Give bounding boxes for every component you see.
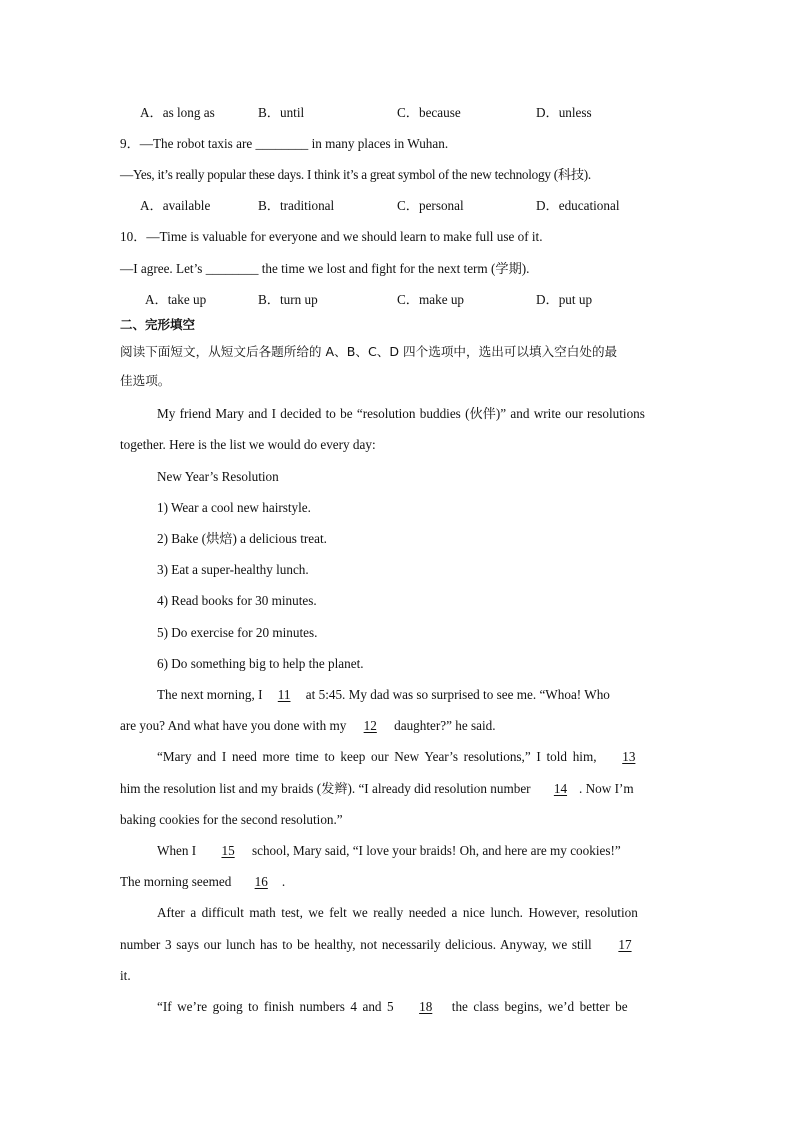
passage-p2-line-1 <box>157 686 717 704</box>
passage-p1-line-2: together. Here is the list we would do every day: <box>120 437 376 452</box>
q8-option-b: B．until <box>258 105 305 120</box>
passage-p4-line-1 <box>157 842 717 860</box>
q10-blank: ________ <box>205 261 259 276</box>
resolution-item: 5) Do exercise for 20 minutes. <box>157 625 318 640</box>
q10-line-1: 10．—Time is valuable for everyone and we should learn to make full use of it. <box>120 229 543 244</box>
passage-text: When I <box>157 843 197 858</box>
passage-text: the class begins, we’d better be <box>451 999 628 1014</box>
section-instruction-1: 阅读下面短文，从短文后各题所给的 A、B、C、D 四个选项中，选出可以填入空白处的最 <box>120 344 618 359</box>
resolution-item: 4) Read books for 30 minutes. <box>157 593 317 608</box>
blank-11: 11 <box>277 687 291 702</box>
passage-text: are you? And what have you done with my <box>120 718 347 733</box>
passage-text: him the resolution list and my braids (发辫). “I already did resolution number <box>120 781 531 796</box>
passage-text: daughter?” he said. <box>394 718 496 733</box>
passage-text: “Mary and I need more time to keep our New Year’s resolutions,” I told him, <box>157 749 597 764</box>
q10-option-b: B．turn up <box>258 292 318 307</box>
blank-12: 12 <box>363 718 377 733</box>
q10-option-d: D．put up <box>536 292 593 307</box>
resolution-item: 1) Wear a cool new hairstyle. <box>157 500 311 515</box>
q8-option-c: C．because <box>397 105 461 120</box>
passage-text: “If we’re going to finish numbers 4 and 5 <box>157 999 394 1014</box>
passage-text: The next morning, I <box>157 687 263 702</box>
q9-option-c: C．personal <box>397 198 464 213</box>
passage-p3-line-1 <box>157 748 717 766</box>
passage-text: The morning seemed <box>120 874 232 889</box>
q9-option-b: B．traditional <box>258 198 335 213</box>
q8-option-a: A．as long as <box>140 105 215 120</box>
passage-text: . <box>281 874 286 889</box>
q9-text-post: in many places in Wuhan. <box>311 136 449 151</box>
passage-p1-line-1: My friend Mary and I decided to be “resolution buddies (伙伴)” and write our resolutions <box>157 406 645 421</box>
q10-option-a: A．take up <box>145 292 207 307</box>
blank-18: 18 <box>419 999 433 1014</box>
q10-line-2 <box>120 260 680 278</box>
blank-15: 15 <box>221 843 235 858</box>
passage-text: school, Mary said, “I love your braids! Oh, and here are my cookies!” <box>251 843 621 858</box>
blank-17: 17 <box>618 937 632 952</box>
q10-text-post: the time we lost and fight for the next term (学期). <box>261 261 530 276</box>
resolution-list-title: New Year’s Resolution <box>157 469 279 484</box>
q10-text: —I agree. Let’s <box>120 261 203 276</box>
section-instruction-2: 佳选项。 <box>120 373 171 388</box>
q9-blank: ________ <box>255 136 309 151</box>
q9-option-a: A．available <box>140 198 211 213</box>
blank-13: 13 <box>622 749 636 764</box>
passage-text: . Now I’m <box>579 781 634 796</box>
passage-text: at 5:45. My dad was so surprised to see me. “Whoa! Who <box>305 687 610 702</box>
q9-text: 9．—The robot taxis are <box>120 136 253 151</box>
passage-p5-line-2 <box>120 936 680 954</box>
passage-p5-line-3: it. <box>120 968 131 983</box>
q10-option-c: C．make up <box>397 292 465 307</box>
passage-p2-line-2 <box>120 717 680 735</box>
passage-p4-line-2 <box>120 873 680 891</box>
passage-p3-line-3: baking cookies for the second resolution.” <box>120 812 343 827</box>
q8-option-d: D．unless <box>536 105 592 120</box>
resolution-item: 6) Do something big to help the planet. <box>157 656 364 671</box>
passage-p3-line-2 <box>120 780 680 798</box>
q9-line-2: —Yes, it’s really popular these days. I think it’s a great symbol of the new technology (科技). <box>120 167 591 182</box>
section-title: 二、完形填空 <box>120 317 196 332</box>
passage-p5-line-1: After a difficult math test, we felt we really needed a nice lunch. However, resolution <box>157 905 638 920</box>
blank-16: 16 <box>254 874 268 889</box>
q9-option-d: D．educational <box>536 198 620 213</box>
passage-text: number 3 says our lunch has to be healthy, not necessarily delicious. Anyway, we still <box>120 937 592 952</box>
blank-14: 14 <box>553 781 568 796</box>
resolution-item: 3) Eat a super-healthy lunch. <box>157 562 309 577</box>
q9-line-1 <box>120 135 680 153</box>
passage-p6-line-1 <box>157 998 717 1016</box>
resolution-item: 2) Bake (烘焙) a delicious treat. <box>157 531 327 546</box>
